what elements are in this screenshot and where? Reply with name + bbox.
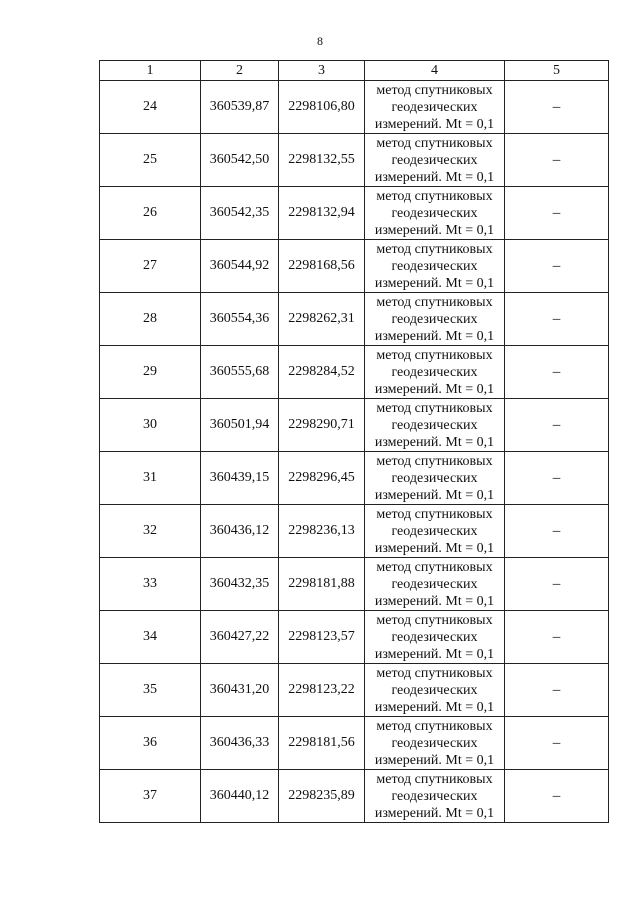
method-line-2: геодезических [391,523,478,539]
point-number: 31 [100,452,201,505]
column-5-value: – [505,664,609,717]
method-cell [365,770,505,823]
point-number: 27 [100,240,201,293]
column-5-value: – [505,452,609,505]
method-cell [365,558,505,611]
method-cell [365,664,505,717]
method-line-3: измерений. Mt = 0,1 [374,646,495,662]
y-coordinate: 2298235,89 [279,770,365,823]
point-number: 29 [100,346,201,399]
y-coordinate: 2298181,88 [279,558,365,611]
x-coordinate: 360439,15 [201,452,279,505]
method-line-3: измерений. Mt = 0,1 [374,434,495,450]
method-line-1: метод спутниковых [376,400,493,416]
method-line-2: геодезических [391,682,478,698]
table-header-row [100,61,609,81]
table-row [100,717,609,770]
table-row [100,293,609,346]
point-number: 36 [100,717,201,770]
table-row [100,399,609,452]
column-5-value: – [505,399,609,452]
column-5-value: – [505,770,609,823]
table-row [100,664,609,717]
method-line-3: измерений. Mt = 0,1 [374,381,495,397]
method-line-2: геодезических [391,788,478,804]
column-header-5: 5 [505,61,609,81]
method-line-1: метод спутниковых [376,453,493,469]
point-number: 33 [100,558,201,611]
x-coordinate: 360501,94 [201,399,279,452]
y-coordinate: 2298123,22 [279,664,365,717]
table-row [100,346,609,399]
method-cell [365,399,505,452]
method-line-1: метод спутниковых [376,347,493,363]
point-number: 35 [100,664,201,717]
y-coordinate: 2298284,52 [279,346,365,399]
point-number: 34 [100,611,201,664]
y-coordinate: 2298168,56 [279,240,365,293]
table-row [100,505,609,558]
method-cell [365,134,505,187]
x-coordinate: 360554,36 [201,293,279,346]
method-cell [365,240,505,293]
method-cell [365,346,505,399]
method-cell [365,452,505,505]
x-coordinate: 360436,33 [201,717,279,770]
page-number: 8 [317,34,323,48]
column-header-2: 2 [201,61,279,81]
table-row [100,558,609,611]
x-coordinate: 360555,68 [201,346,279,399]
table-row [100,81,609,134]
column-header-3: 3 [279,61,365,81]
method-line-3: измерений. Mt = 0,1 [374,752,495,768]
method-cell [365,611,505,664]
method-line-3: измерений. Mt = 0,1 [374,222,495,238]
method-line-1: метод спутниковых [376,559,493,575]
x-coordinate: 360539,87 [201,81,279,134]
column-header-1: 1 [100,61,201,81]
column-5-value: – [505,134,609,187]
method-line-3: измерений. Mt = 0,1 [374,116,495,132]
x-coordinate: 360427,22 [201,611,279,664]
method-line-1: метод спутниковых [376,82,493,98]
method-cell [365,717,505,770]
method-line-1: метод спутниковых [376,612,493,628]
column-5-value: – [505,346,609,399]
method-cell [365,187,505,240]
method-line-2: геодезических [391,417,478,433]
point-number: 28 [100,293,201,346]
point-number: 26 [100,187,201,240]
coordinates-table [99,60,609,823]
column-5-value: – [505,505,609,558]
method-line-3: измерений. Mt = 0,1 [374,169,495,185]
method-line-2: геодезических [391,629,478,645]
x-coordinate: 360432,35 [201,558,279,611]
y-coordinate: 2298106,80 [279,81,365,134]
point-number: 24 [100,81,201,134]
point-number: 30 [100,399,201,452]
method-line-1: метод спутниковых [376,241,493,257]
method-line-1: метод спутниковых [376,188,493,204]
y-coordinate: 2298296,45 [279,452,365,505]
method-line-1: метод спутниковых [376,506,493,522]
x-coordinate: 360542,35 [201,187,279,240]
y-coordinate: 2298132,94 [279,187,365,240]
method-line-1: метод спутниковых [376,718,493,734]
column-5-value: – [505,611,609,664]
table-row [100,134,609,187]
x-coordinate: 360542,50 [201,134,279,187]
column-5-value: – [505,293,609,346]
method-line-2: геодезических [391,99,478,115]
table-row [100,611,609,664]
point-number: 25 [100,134,201,187]
point-number: 32 [100,505,201,558]
method-line-2: геодезических [391,735,478,751]
method-cell [365,293,505,346]
method-line-3: измерений. Mt = 0,1 [374,540,495,556]
column-header-4: 4 [365,61,505,81]
table-row [100,770,609,823]
y-coordinate: 2298236,13 [279,505,365,558]
x-coordinate: 360544,92 [201,240,279,293]
method-line-2: геодезических [391,205,478,221]
method-line-3: измерений. Mt = 0,1 [374,699,495,715]
y-coordinate: 2298262,31 [279,293,365,346]
table-row [100,240,609,293]
table-row [100,187,609,240]
method-line-3: измерений. Mt = 0,1 [374,593,495,609]
method-line-1: метод спутниковых [376,135,493,151]
method-cell [365,505,505,558]
method-line-1: метод спутниковых [376,294,493,310]
method-line-3: измерений. Mt = 0,1 [374,487,495,503]
x-coordinate: 360436,12 [201,505,279,558]
x-coordinate: 360440,12 [201,770,279,823]
method-line-2: геодезических [391,311,478,327]
method-cell [365,81,505,134]
column-5-value: – [505,81,609,134]
method-line-2: геодезических [391,364,478,380]
method-line-3: измерений. Mt = 0,1 [374,328,495,344]
method-line-2: геодезических [391,470,478,486]
point-number: 37 [100,770,201,823]
x-coordinate: 360431,20 [201,664,279,717]
method-line-1: метод спутниковых [376,771,493,787]
table-row [100,452,609,505]
method-line-2: геодезических [391,576,478,592]
column-5-value: – [505,717,609,770]
y-coordinate: 2298290,71 [279,399,365,452]
column-5-value: – [505,187,609,240]
y-coordinate: 2298123,57 [279,611,365,664]
column-5-value: – [505,240,609,293]
method-line-1: метод спутниковых [376,665,493,681]
method-line-2: геодезических [391,258,478,274]
column-5-value: – [505,558,609,611]
y-coordinate: 2298132,55 [279,134,365,187]
method-line-3: измерений. Mt = 0,1 [374,275,495,291]
method-line-3: измерений. Mt = 0,1 [374,805,495,821]
method-line-2: геодезических [391,152,478,168]
y-coordinate: 2298181,56 [279,717,365,770]
